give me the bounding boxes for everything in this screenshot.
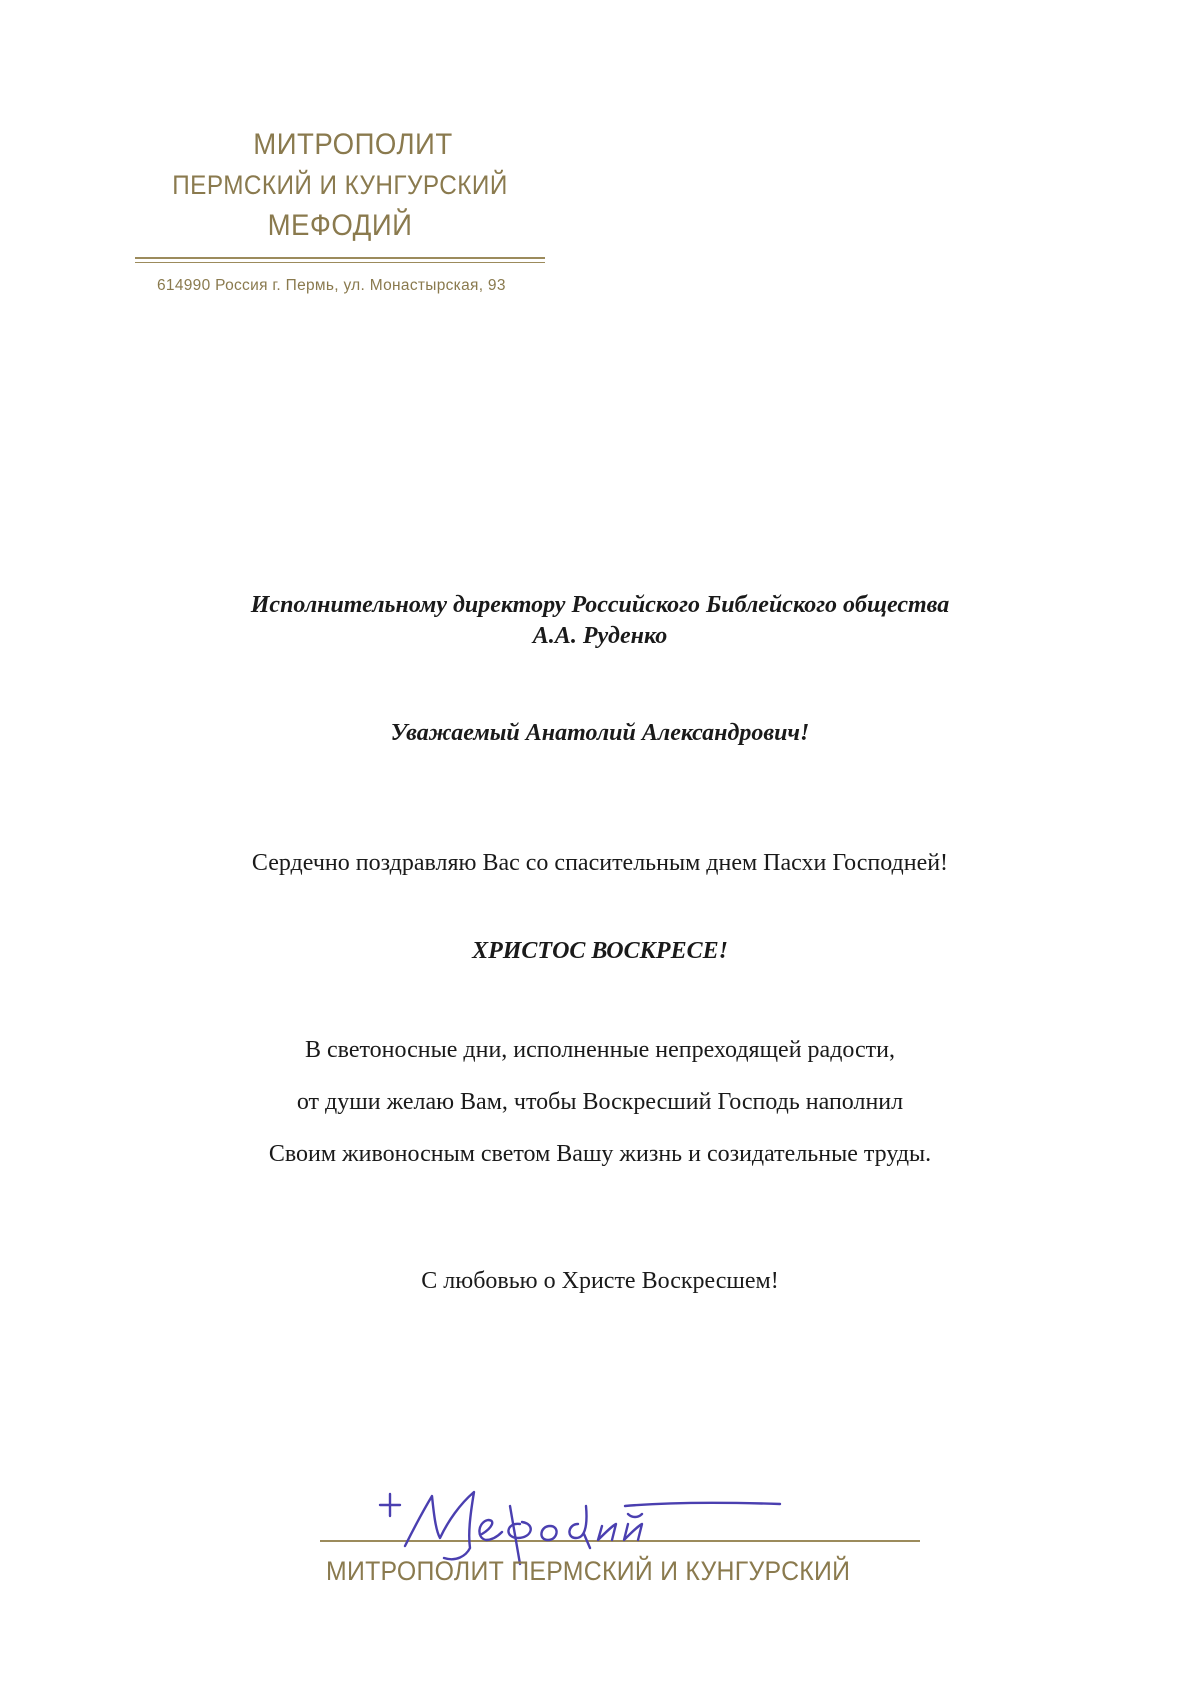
congratulation-text: Сердечно поздравляю Вас со спасительным днем Пасхи Господней! [251,850,949,876]
closing-phrase: С любовью о Христе Воскресшем! [421,1268,779,1294]
recipient-line-1: Исполнительному директору Российского Библейского общества [250,592,950,618]
signature-caption: МИТРОПОЛИТ ПЕРМСКИЙ И КУНГУРСКИЙ [326,1556,851,1586]
letterhead-diocese: ПЕРМСКИЙ И КУНГУРСКИЙ [172,170,508,200]
letterhead-title: МИТРОПОЛИТ [253,128,453,161]
salutation: Уважаемый Анатолий Александрович! [390,720,810,746]
letterhead-name: МЕФОДИЙ [267,209,413,242]
signature-block [320,1480,920,1600]
letterhead [135,130,545,295]
wishes-line-2: от души желаю Вам, чтобы Воскресший Господь наполнил [296,1089,904,1115]
wishes-line-1: В светоносные дни, исполненные непреходящей радости, [305,1037,895,1063]
letterhead-address: 614990 Россия г. Пермь, ул. Монастырская, 93 [157,277,506,294]
letterhead-divider [135,257,545,263]
wishes-paragraph [0,1024,1200,1180]
recipient-line-2: А.А. Руденко [532,623,668,649]
recipient-block [0,590,1200,652]
wishes-line-3: Своим живоносным светом Вашу жизнь и созидательные труды. [268,1141,932,1167]
easter-exclamation: ХРИСТОС ВОСКРЕСЕ! [472,938,728,964]
